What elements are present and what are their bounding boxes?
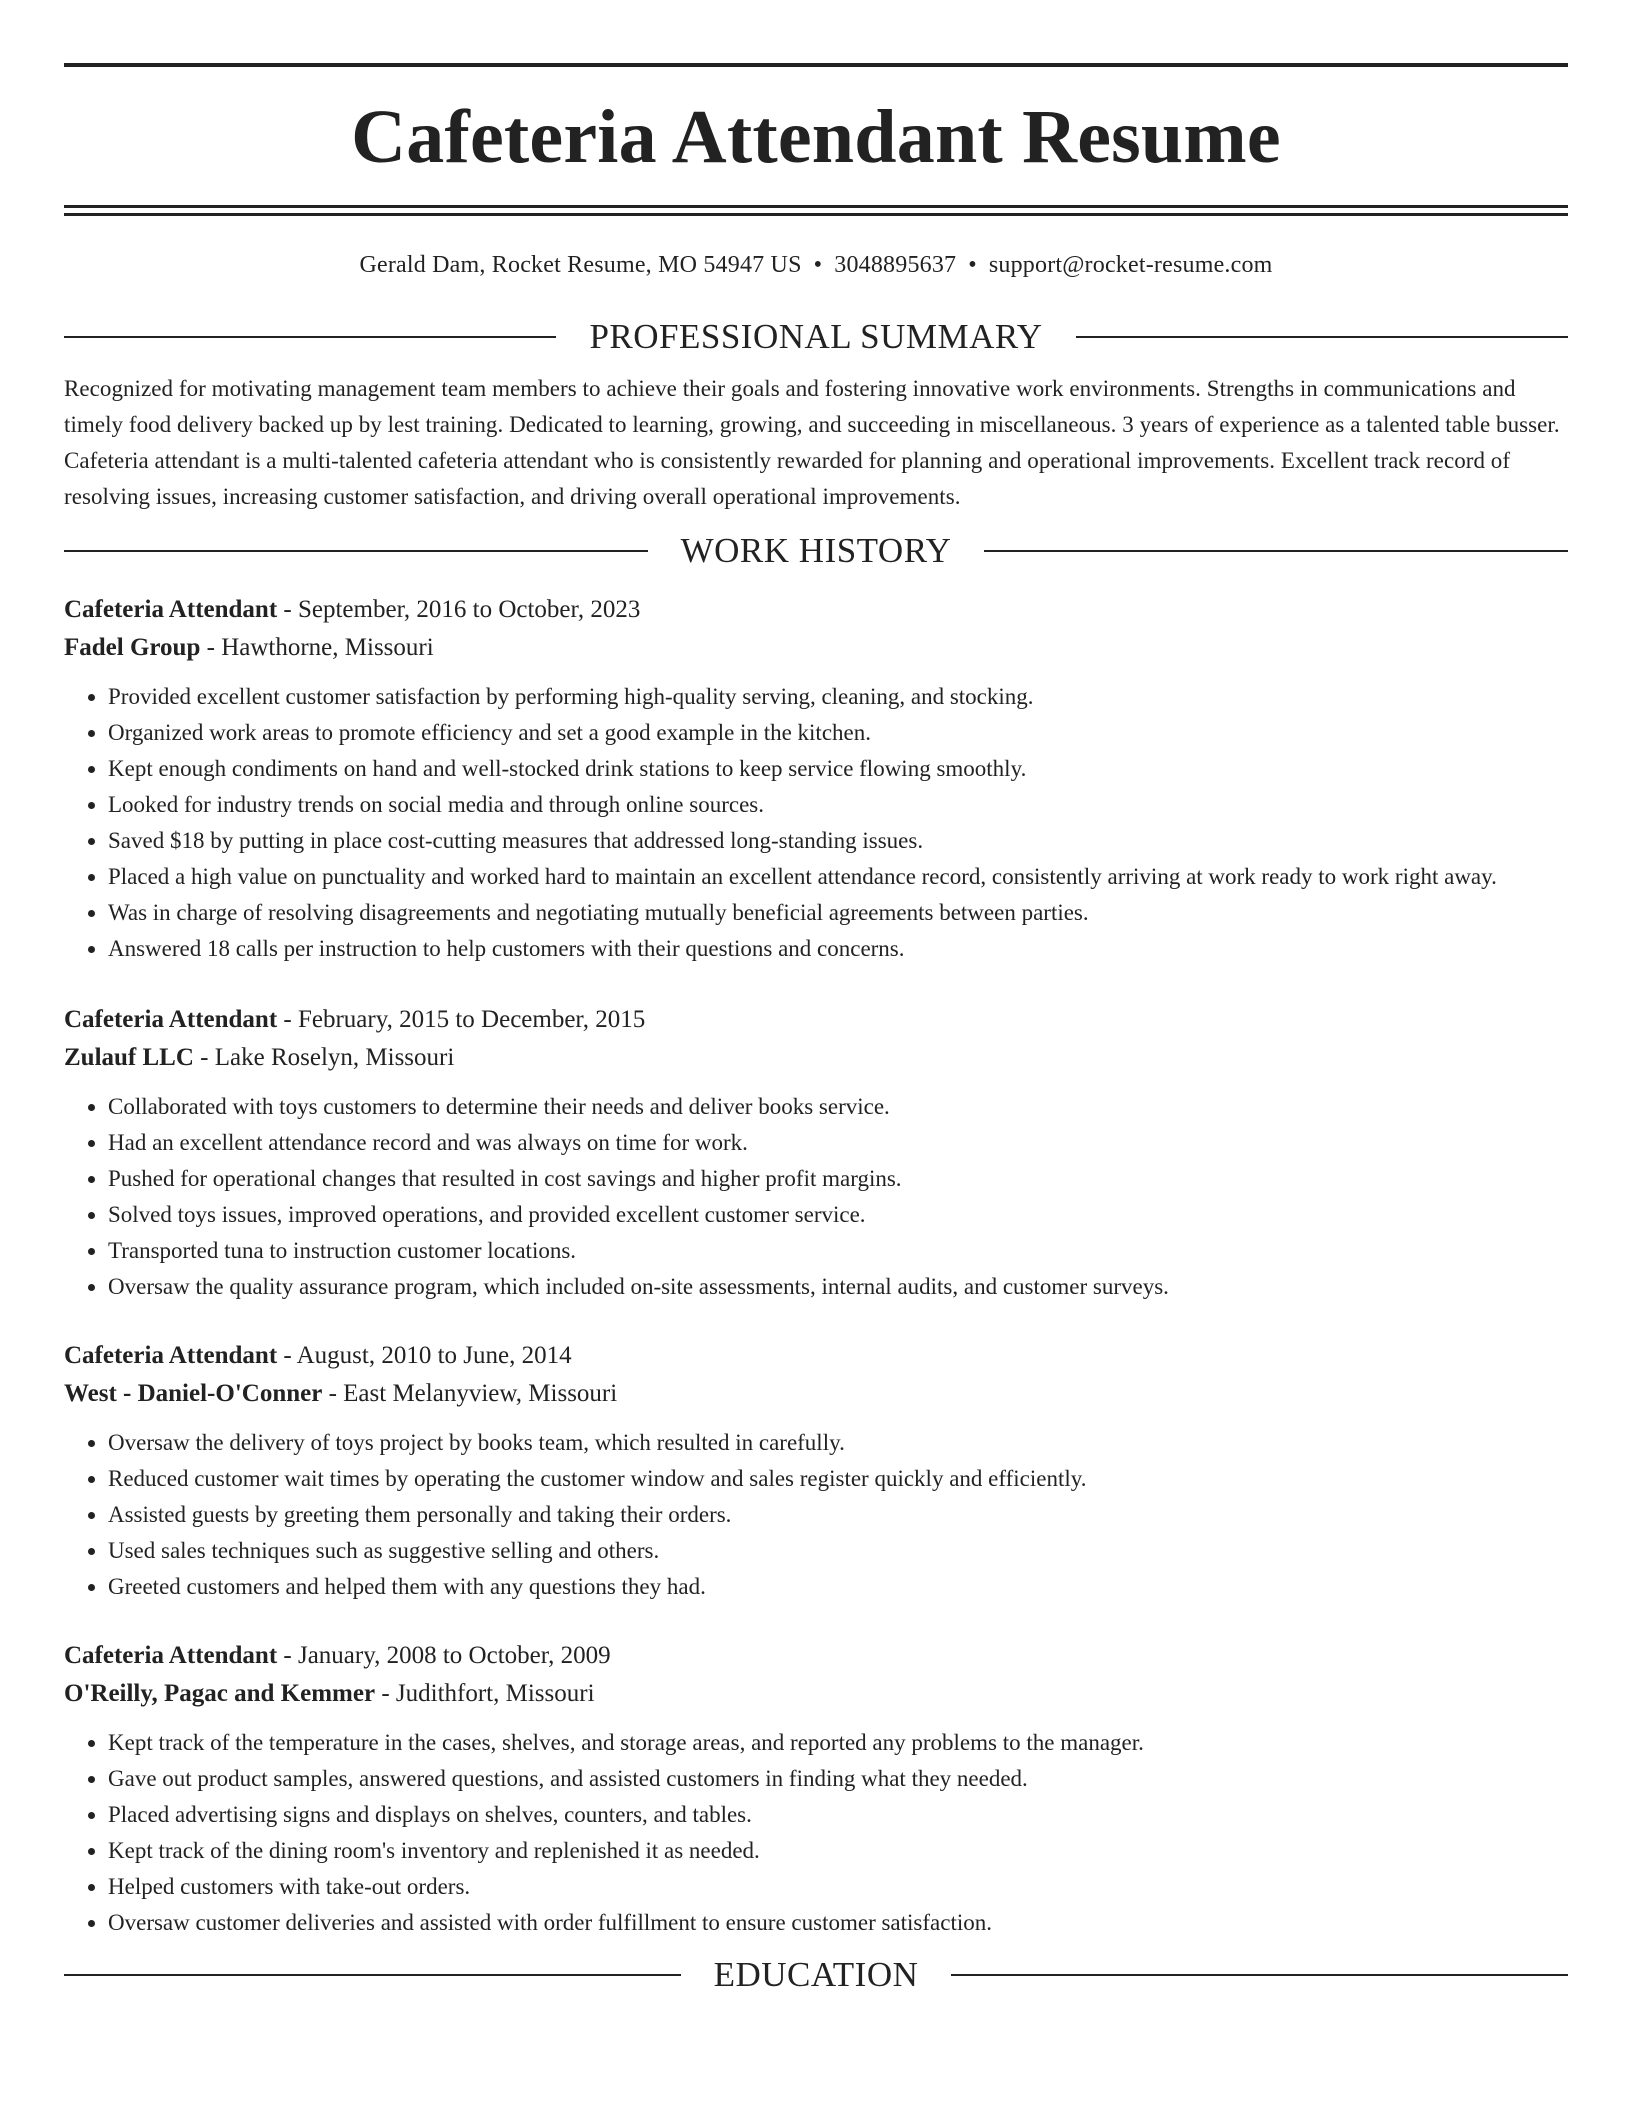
contact-separator: • <box>813 252 823 278</box>
section-heading-work <box>64 531 1568 571</box>
job-location: - Lake Roselyn, Missouri <box>193 1044 455 1071</box>
job-title-line <box>64 1337 1568 1375</box>
education-heading: EDUCATION <box>713 1955 919 1994</box>
duty-item: • Used sales techniques such as suggestive selling and others. <box>108 1533 1568 1569</box>
duty-item: • Organized work areas to promote efficiency and set a good example in the kitchen. <box>108 715 1568 751</box>
page-title: Cafeteria Attendant Resume <box>351 95 1281 179</box>
duty-item: • Gave out product samples, answered questions, and assisted customers in finding what they needed. <box>108 1761 1568 1797</box>
job-title: Cafeteria Attendant <box>64 1642 278 1669</box>
duty-list <box>64 679 1568 967</box>
job-company-line <box>64 1675 1568 1713</box>
duty-item: • Oversaw the delivery of toys project by books team, which resulted in carefully. <box>108 1425 1568 1461</box>
duty-item: • Oversaw customer deliveries and assisted with order fulfillment to ensure customer satisfaction. <box>108 1905 1568 1941</box>
job-company-line <box>64 629 1568 667</box>
job-title-line <box>64 1001 1568 1039</box>
duty-item: • Kept track of the dining room's inventory and replenished it as needed. <box>108 1833 1568 1869</box>
summary-text: Recognized for motivating management team members to achieve their goals and fostering innovative work environments. Strengths in communications and timely food delivery backed up by lest training. Dedicated to learning, growing, and succeeding in miscellaneous. 3 years of experience as a talented table busser. Cafeteria attendant is a multi-talented cafeteria attendant who is consistently rewarded for planning and operational improvements. Excellent track record of resolving issues, increasing customer satisfaction, and driving overall operational improvements. <box>64 376 1560 509</box>
job-title-line <box>64 591 1568 629</box>
duty-item: • Saved $18 by putting in place cost-cutting measures that addressed long-standing issues. <box>108 823 1568 859</box>
job-company-line <box>64 1375 1568 1413</box>
job-title: Cafeteria Attendant <box>64 596 278 623</box>
work-heading: WORK HISTORY <box>680 531 952 570</box>
duty-item: • Placed a high value on punctuality and worked hard to maintain an excellent attendance record, consistently arriving at work ready to work right away. <box>108 859 1568 895</box>
contact-separator: • <box>968 252 977 278</box>
heading-rule <box>984 550 1568 552</box>
duty-list <box>64 1725 1568 1941</box>
job-entry <box>64 1001 1568 1305</box>
job-dates: - August, 2010 to June, 2014 <box>277 1342 572 1369</box>
top-rule <box>64 63 1568 67</box>
job-entry <box>64 591 1568 967</box>
duty-item: • Transported tuna to instruction customer locations. <box>108 1233 1568 1269</box>
duty-list <box>64 1425 1568 1605</box>
heading-rule <box>64 336 556 338</box>
duty-item: • Looked for industry trends on social media and through online sources. <box>108 787 1568 823</box>
job-company: Zulauf LLC <box>64 1044 194 1071</box>
job-company: West - Daniel-O'Conner <box>64 1380 323 1407</box>
duty-item: • Kept track of the temperature in the cases, shelves, and storage areas, and reported any problems to the manager. <box>108 1725 1568 1761</box>
duty-item: • Was in charge of resolving disagreements and negotiating mutually beneficial agreements between parties. <box>108 895 1568 931</box>
contact-line <box>64 251 1568 279</box>
duty-item: • Oversaw the quality assurance program, which included on-site assessments, internal audits, and customer surveys. <box>108 1269 1568 1305</box>
duty-item: • Helped customers with take-out orders. <box>108 1869 1568 1905</box>
section-heading-education <box>64 1955 1568 1995</box>
duty-item: • Greeted customers and helped them with any questions they had. <box>108 1569 1568 1605</box>
section-heading-summary <box>64 317 1568 357</box>
heading-rule <box>951 1974 1568 1976</box>
title-double-rule <box>64 205 1568 216</box>
duty-item: • Assisted guests by greeting them personally and taking their orders. <box>108 1497 1568 1533</box>
job-location: - East Melanyview, Missouri <box>322 1380 618 1407</box>
contact-email[interactable]: support@rocket-resume.com <box>988 252 1273 278</box>
contact-address: Gerald Dam, Rocket Resume, MO 54947 US <box>359 252 802 278</box>
heading-rule <box>64 550 648 552</box>
duty-item: • Answered 18 calls per instruction to help customers with their questions and concerns. <box>108 931 1568 967</box>
resume-page <box>64 0 1568 1995</box>
duty-list <box>64 1089 1568 1305</box>
job-dates: - September, 2016 to October, 2023 <box>277 596 641 623</box>
duty-item: • Kept enough condiments on hand and well-stocked drink stations to keep service flowing smoothly. <box>108 751 1568 787</box>
duty-item: • Collaborated with toys customers to determine their needs and deliver books service. <box>108 1089 1568 1125</box>
job-dates: - January, 2008 to October, 2009 <box>277 1642 611 1669</box>
summary-heading: PROFESSIONAL SUMMARY <box>589 317 1043 356</box>
job-company-line <box>64 1039 1568 1077</box>
heading-rule <box>64 1974 681 1976</box>
job-title: Cafeteria Attendant <box>64 1342 278 1369</box>
duty-item: • Solved toys issues, improved operations, and provided excellent customer service. <box>108 1197 1568 1233</box>
job-title: Cafeteria Attendant <box>64 1006 278 1033</box>
job-dates: - February, 2015 to December, 2015 <box>277 1006 646 1033</box>
job-company: Fadel Group <box>64 634 201 661</box>
contact-phone: 3048895637 <box>834 252 957 278</box>
job-location: - Judithfort, Missouri <box>375 1680 595 1707</box>
duty-item: • Had an excellent attendance record and was always on time for work. <box>108 1125 1568 1161</box>
job-location: - Hawthorne, Missouri <box>200 634 434 661</box>
duty-item: • Provided excellent customer satisfaction by performing high-quality serving, cleaning, and stocking. <box>108 679 1568 715</box>
job-entry <box>64 1337 1568 1605</box>
heading-rule <box>1076 336 1568 338</box>
job-company: O'Reilly, Pagac and Kemmer <box>64 1680 376 1707</box>
duty-item: • Reduced customer wait times by operating the customer window and sales register quickly and efficiently. <box>108 1461 1568 1497</box>
job-entry <box>64 1637 1568 1941</box>
duty-item: • Placed advertising signs and displays on shelves, counters, and tables. <box>108 1797 1568 1833</box>
job-title-line <box>64 1637 1568 1675</box>
duty-item: • Pushed for operational changes that resulted in cost savings and higher profit margins. <box>108 1161 1568 1197</box>
